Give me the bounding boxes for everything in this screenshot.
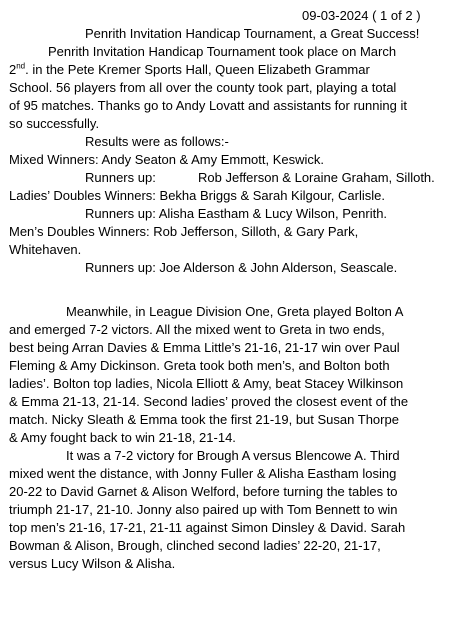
mixed-winners: Mixed Winners: Andy Seaton & Amy Emmott, Keswick.	[9, 152, 325, 167]
ladies-doubles-winners: Ladies’ Doubles Winners: Bekha Briggs & Sarah Kilgour, Carlisle.	[9, 188, 385, 203]
results-heading: Results were as follows:-	[85, 134, 229, 149]
league-para1-line: ladies’. Bolton top ladies, Nicola Elliott & Amy, beat Stacey Wilkinson	[9, 376, 404, 391]
league-para2-line: Bowman & Alison, Brough, clinched second ladies’ 22-20, 21-17,	[9, 538, 381, 553]
intro-line-1: Penrith Invitation Handicap Tournament took place on March	[48, 44, 397, 59]
intro-line-2-text: . in the Pete Kremer Sports Hall, Queen Elizabeth Grammar	[25, 62, 370, 77]
ladies-runners-up: Runners up: Alisha Eastham & Lucy Wilson, Penrith.	[85, 206, 388, 221]
mixed-runners-up-label: Runners up:	[85, 170, 156, 185]
document-date: 09-03-2024 ( 1 of 2 )	[302, 8, 421, 23]
intro-line-5: so successfully.	[9, 116, 100, 131]
league-para1-line: match. Nicky Sleath & Emma took the first 21-19, but Susan Thorpe	[9, 412, 399, 427]
mens-runners-up: Runners up: Joe Alderson & John Alderson, Seascale.	[85, 260, 398, 275]
mixed-runners-up-names: Rob Jefferson & Loraine Graham, Silloth.	[198, 170, 435, 185]
league-para1-line: Fleming & Amy Dickinson. Greta took both men’s, and Bolton both	[9, 358, 390, 373]
league-para2-line: versus Lucy Wilson & Alisha.	[9, 556, 176, 571]
intro-line-4: of 95 matches. Thanks go to Andy Lovatt and assistants for running it	[9, 98, 407, 113]
intro-date-suffix: nd	[16, 61, 26, 71]
intro-line-2	[9, 61, 370, 79]
league-para2-line: 20-22 to David Garnet & Alison Welford, before turning the tables to	[9, 484, 398, 499]
league-para2-line: mixed went the distance, with Jonny Fuller & Alisha Eastham losing	[9, 466, 397, 481]
league-para2-line: triumph 21-17, 21-10. Jonny also paired up with Tom Bennett to win	[9, 502, 398, 517]
intro-line-3: School. 56 players from all over the county took part, playing a total	[9, 80, 397, 95]
league-para1-line: & Amy fought back to win 21-18, 21-14.	[9, 430, 236, 445]
mens-doubles-winners-line-2: Whitehaven.	[9, 242, 82, 257]
mens-doubles-winners-line-1: Men’s Doubles Winners: Rob Jefferson, Silloth, & Gary Park,	[9, 224, 359, 239]
league-para1-line: best being Arran Davies & Emma Little’s 21-16, 21-17 win over Paul	[9, 340, 400, 355]
article-title: Penrith Invitation Handicap Tournament, a Great Success!	[85, 26, 420, 41]
intro-date-number: 2	[9, 62, 17, 77]
league-para1-line: & Emma 21-13, 21-14. Second ladies’ proved the closest event of the	[9, 394, 409, 409]
league-para1-line: Meanwhile, in League Division One, Greta played Bolton A	[66, 304, 404, 319]
league-para2-line: It was a 7-2 victory for Brough A versus Blencowe A. Third	[66, 448, 400, 463]
league-para2-line: top men’s 21-16, 17-21, 21-11 against Simon Dinsley & David. Sarah	[9, 520, 406, 535]
league-para1-line: and emerged 7-2 victors. All the mixed went to Greta in two ends,	[9, 322, 385, 337]
